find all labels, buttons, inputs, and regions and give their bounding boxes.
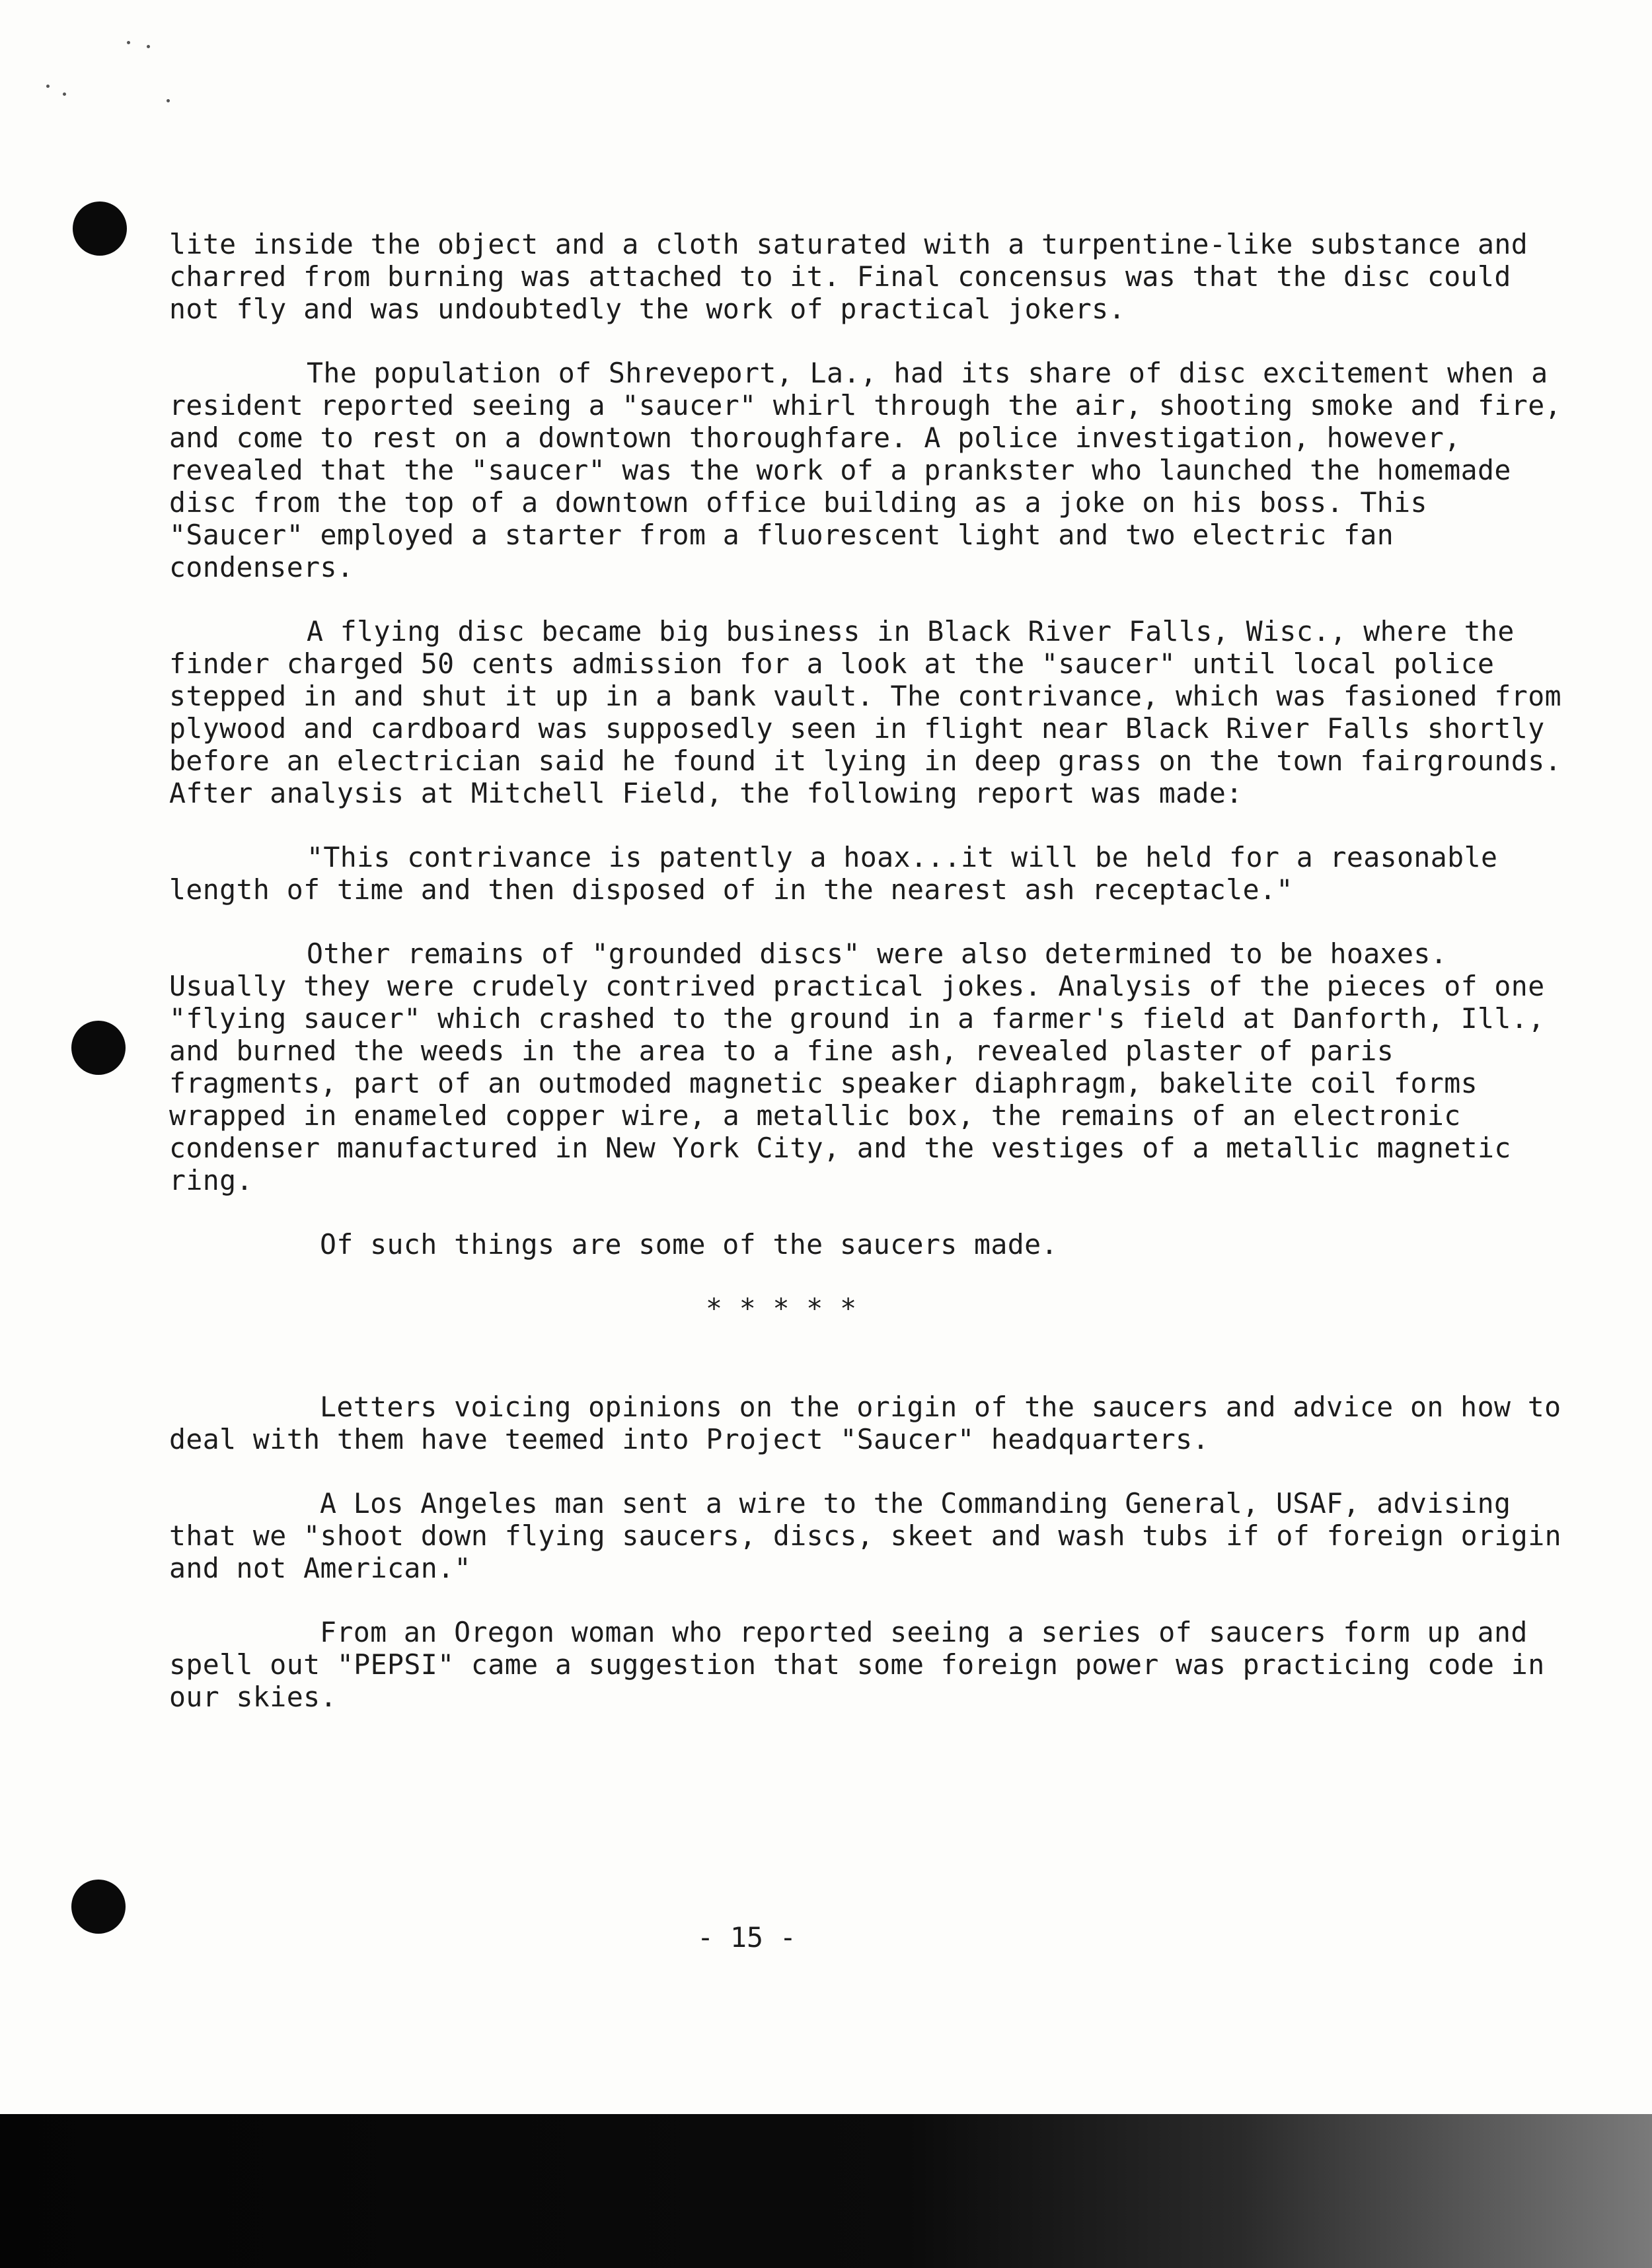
scan-speck [46,85,50,88]
paragraph: Letters voicing opinions on the origin of the saucers and advice on how to deal with them have teemed into Project "Saucer" headquarters. [169,1391,1578,1455]
paragraph: The population of Shreveport, La., had its share of disc excitement when a resident reported seeing a "saucer" whirl through the air, shooting smoke and fire, and come to rest on a downtown thoroughfare. A police investigation, however, revealed that the "saucer" was the work of a prankster who launched the homemade disc from the top of a downtown office building as a joke on his boss. This "Saucer" employed a starter from a fluorescent light and two electric fan condensers. [169,357,1579,583]
paragraph: A Los Angeles man sent a wire to the Commanding General, USAF, advising that we "shoot down flying saucers, discs, skeet and wash tubs if of foreign origin and not American." [169,1487,1579,1584]
page-number: - 15 - [697,1921,796,1954]
paragraph: From an Oregon woman who reported seeing a series of saucers form up and spell out "PEPSI" came a suggestion that some foreign power was practicing code in our skies. [169,1616,1561,1713]
section-separator: * * * * * [706,1292,857,1325]
scan-speck [63,92,66,96]
document-body [169,228,1579,1745]
scan-speck [147,45,150,48]
paragraph: Other remains of "grounded discs" were also determined to be hoaxes. Usually they were crudely contrived practical jokes. Analysis of the pieces of one "flying saucer" which crashed to the ground in a farmer's field at Danforth, Ill., and burned the weeds in the area to a fine ash, revealed plaster of paris fragments, part of an outmoded magnetic speaker diaphragm, bakelite coil forms wrapped in enameled copper wire, a metallic box, the remains of an electronic condenser manufactured in New York City, and the vestiges of a metallic magnetic ring. [169,937,1561,1196]
paragraph: lite inside the object and a cloth saturated with a turpentine-like substance and charred from burning was attached to it. Final concensus was that the disc could not fly and was undoubtedly the work of practical jokers. [169,228,1545,325]
scan-edge-shadow [0,2114,1652,2268]
paragraph: Of such things are some of the saucers made. [320,1228,1058,1261]
paragraph: "This contrivance is patently a hoax...it will be held for a reasonable length of time and then disposed of in the nearest ash receptacle." [169,841,1515,906]
scan-speck [167,99,170,102]
punch-hole-middle [71,1021,126,1075]
punch-hole-bottom [71,1880,126,1934]
paragraph: A flying disc became big business in Black River Falls, Wisc., where the finder charged 50 cents admission for a look at the "saucer" until local police stepped in and shut it up in a bank vault. The contrivance, which was fasioned from plywood and cardboard was supposedly seen in flight near Black River Falls shortly before an electrician said he found it lying in deep grass on the town fairgrounds. After analysis at Mitchell Field, the following report was made: [169,615,1579,809]
scan-speck [127,41,130,44]
punch-hole-top [73,201,127,256]
